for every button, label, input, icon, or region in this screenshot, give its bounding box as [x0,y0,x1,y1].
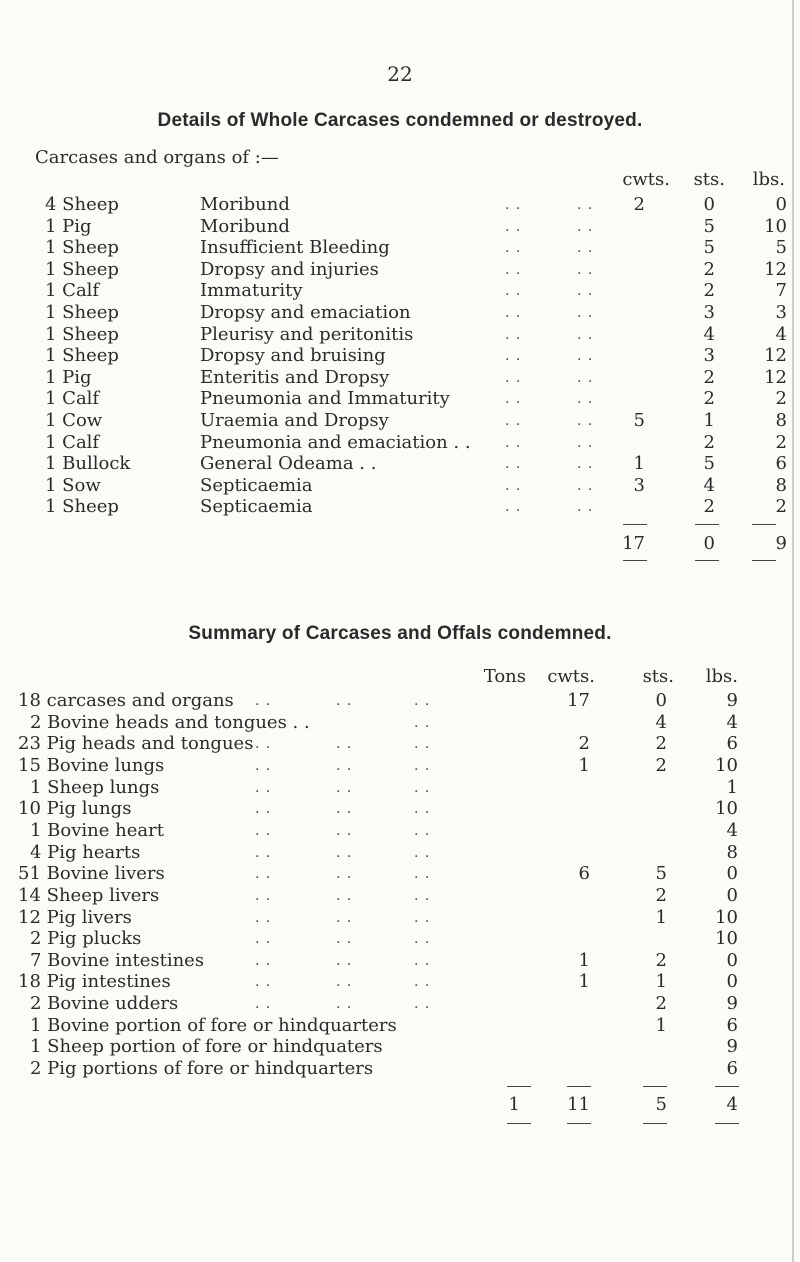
leader-dots: . . [414,866,431,883]
sts-cell: 2 [655,949,667,971]
leader-dots: . . [414,844,431,861]
lbs-cell: 0 [726,949,738,971]
table-row [0,258,800,282]
table-row [0,344,800,368]
lbs-cell: 12 [764,345,787,367]
item-cell: 4 Pig hearts [30,841,141,863]
animal-cell: 1 Calf [45,280,100,302]
leader-dots: . . [577,197,594,213]
leader-dots: . . [255,887,272,904]
header-sts: sts. [642,666,674,687]
animal-cell: 1 Sheep [45,237,119,259]
total-sts: 5 [655,1093,667,1115]
lbs-cell: 8 [775,410,787,431]
leader-dots: . . [336,822,353,839]
sts-cell: 1 [655,971,667,993]
leader-dots: . . [505,326,522,343]
sts-cell: 2 [703,258,715,280]
leader-dots: . . [255,866,272,883]
cwts-cell: 17 [567,690,590,711]
leader-dots: . . [505,434,522,451]
sts-cell: 5 [703,215,715,237]
leader-dots: . . [505,348,522,365]
leader-dots: . . [505,218,522,235]
leader-dots: . . [505,197,522,213]
table-row [0,366,800,390]
leader-dots: . . [414,801,431,818]
leader-dots: . . [577,326,594,343]
cause-cell: Insufficient Bleeding [200,237,390,259]
table1-header-row [0,168,800,192]
total-rule [715,1123,739,1124]
table-row [0,732,800,756]
lbs-cell: 10 [715,754,738,776]
table-row [0,949,800,973]
animal-cell: 4 Sheep [45,194,119,215]
animal-cell: 1 Calf [45,431,100,453]
sts-cell: 2 [655,884,667,906]
animal-cell: 1 Sow [45,474,101,496]
cause-cell: Dropsy and emaciation [200,302,411,323]
table-row [0,1035,800,1059]
table-row [0,495,800,519]
sts-cell: 3 [703,345,715,367]
table-row [0,215,800,239]
leader-dots: . . [577,283,594,300]
totals-row [0,532,800,556]
leader-dots: . . [255,952,272,969]
leader-dots: . . [336,887,353,904]
leader-dots: . . [414,952,431,969]
animal-cell: 1 Pig [45,366,92,388]
cwts-cell: 1 [578,971,590,993]
sts-cell: 2 [655,733,667,755]
animal-cell: 1 Calf [45,388,100,410]
table-row [0,323,800,347]
leader-dots: . . [505,499,522,516]
leader-dots: . . [577,477,594,494]
sts-cell: 2 [703,366,715,388]
item-cell: 10 Pig lungs [18,798,132,820]
lbs-cell: 2 [775,388,787,410]
total-rule [695,524,719,525]
table-row [0,970,800,994]
lbs-cell: 4 [726,711,738,733]
table-row [0,906,800,930]
header-cwts: cwts. [547,666,595,687]
section1-title: Details of Whole Carcases condemned or destroyed. [157,110,643,131]
animal-cell: 1 Sheep [45,323,119,345]
header-lbs: lbs. [705,666,738,687]
leader-dots: . . [577,218,594,235]
sts-cell: 4 [703,323,715,345]
section1-intro: Carcases and organs of :— [35,147,279,168]
cause-cell: Septicaemia [200,496,313,518]
total-rule [752,524,776,525]
sts-cell: 2 [703,280,715,302]
table-row [0,279,800,303]
lbs-cell: 6 [775,453,787,475]
leader-dots: . . [336,931,353,948]
animal-cell: 1 Sheep [45,258,119,280]
sts-cell: 2 [655,993,667,1015]
leader-dots: . . [255,822,272,839]
leader-dots: . . [414,974,431,991]
lbs-cell: 12 [764,258,787,280]
table-row [0,841,800,865]
cause-cell: Pneumonia and Immaturity [200,388,450,410]
leader-dots: . . [414,887,431,904]
lbs-cell: 0 [726,863,738,885]
cause-cell: General Odeama . . [200,453,377,475]
leader-dots: . . [255,909,272,926]
leader-dots: . . [255,693,272,709]
leader-dots: . . [577,434,594,451]
sts-cell: 4 [655,711,667,733]
total-rule [643,1086,667,1087]
lbs-cell: 0 [726,971,738,993]
total-rule [507,1086,531,1087]
leader-dots: . . [414,996,431,1013]
leader-dots: . . [505,413,522,429]
leader-dots: . . [414,714,431,731]
cause-cell: Dropsy and injuries [200,258,379,280]
table-row [0,193,800,217]
leader-dots: . . [577,499,594,516]
leader-dots: . . [255,736,272,753]
cause-cell: Enteritis and Dropsy [200,366,390,388]
leader-dots: . . [505,369,522,386]
leader-dots: . . [414,779,431,796]
table-row [0,754,800,778]
leader-dots: . . [577,305,594,321]
sts-cell: 5 [703,237,715,259]
leader-dots: . . [505,391,522,408]
totals-row [0,1093,800,1117]
table-row [0,689,800,713]
leader-dots: . . [577,413,594,429]
lbs-cell: 0 [775,194,787,215]
lbs-cell: 0 [726,884,738,906]
sts-cell: 1 [703,410,715,431]
total-cwts: 17 [622,533,645,554]
leader-dots: . . [414,757,431,774]
cwts-cell: 5 [633,410,645,431]
leader-dots: . . [336,866,353,883]
leader-dots: . . [336,736,353,753]
leader-dots: . . [414,909,431,926]
total-rule [567,1086,591,1087]
leader-dots: . . [577,369,594,386]
cwts-cell: 1 [578,754,590,776]
leader-dots: . . [255,996,272,1013]
leader-dots: . . [505,456,522,473]
lbs-cell: 4 [726,819,738,841]
cwts-cell: 2 [578,733,590,755]
lbs-cell: 7 [775,280,787,302]
lbs-cell: 3 [775,302,787,323]
sts-cell: 2 [703,431,715,453]
lbs-cell: 10 [715,928,738,950]
leader-dots: . . [255,757,272,774]
cwts-cell: 1 [578,949,590,971]
section2-title: Summary of Carcases and Offals condemned. [188,623,612,644]
leader-dots: . . [505,261,522,278]
cwts-cell: 2 [633,194,645,215]
lbs-cell: 9 [726,690,738,711]
table-row [0,409,800,433]
leader-dots: . . [336,693,353,709]
leader-dots: . . [336,996,353,1013]
cwts-cell: 1 [633,453,645,475]
cause-cell: Dropsy and bruising [200,345,386,367]
leader-dots: . . [577,391,594,408]
item-cell: 18 carcases and organs [18,690,234,711]
lbs-cell: 2 [775,431,787,453]
cause-cell: Moribund [200,194,290,215]
table-row [0,884,800,908]
lbs-cell: 2 [775,496,787,518]
animal-cell: 1 Sheep [45,345,119,367]
total-rule [507,1123,531,1124]
table-row [0,474,800,498]
leader-dots: . . [577,456,594,473]
total-rule [623,524,647,525]
lbs-cell: 9 [726,1036,738,1058]
item-cell: 51 Bovine livers [18,863,165,885]
leader-dots: . . [336,757,353,774]
lbs-cell: 9 [726,993,738,1015]
sts-cell: 2 [703,496,715,518]
lbs-cell: 6 [726,733,738,755]
lbs-cell: 8 [726,841,738,863]
table-row [0,862,800,886]
leader-dots: . . [414,736,431,753]
leader-dots: . . [336,779,353,796]
item-cell: 2 Bovine heads and tongues . . [30,711,310,733]
total-rule [715,1086,739,1087]
leader-dots: . . [505,240,522,257]
table2-header-row [0,665,800,689]
leader-dots: . . [505,477,522,494]
total-lbs: 9 [775,533,787,554]
header-sts: sts. [693,169,725,190]
item-cell: 15 Bovine lungs [18,754,165,776]
leader-dots: . . [336,844,353,861]
lbs-cell: 12 [764,366,787,388]
table-row [0,387,800,411]
table-row [0,992,800,1016]
item-cell: 1 Bovine heart [30,819,164,841]
animal-cell: 1 Pig [45,215,92,237]
table-row [0,236,800,260]
total-rule [752,560,776,561]
item-cell: 14 Sheep livers [18,884,160,906]
leader-dots: . . [255,931,272,948]
total-cwts: 11 [567,1093,590,1115]
item-cell: 2 Pig portions of fore or hindquarters [30,1058,374,1080]
leader-dots: . . [414,931,431,948]
item-cell: 2 Pig plucks [30,928,142,950]
lbs-cell: 10 [715,798,738,820]
sts-cell: 5 [703,453,715,475]
header-lbs: lbs. [752,169,785,190]
lbs-cell: 10 [715,906,738,928]
leader-dots: . . [336,801,353,818]
table-row [0,927,800,951]
header-cwts: cwts. [622,169,670,190]
cause-cell: Uraemia and Dropsy [200,410,389,431]
total-lbs: 4 [726,1093,738,1115]
lbs-cell: 8 [775,474,787,496]
leader-dots: . . [255,974,272,991]
item-cell: 1 Bovine portion of fore or hindquarters [30,1014,397,1036]
table-row [0,431,800,455]
sts-cell: 1 [655,906,667,928]
leader-dots: . . [505,305,522,321]
animal-cell: 1 Sheep [45,496,119,518]
animal-cell: 1 Sheep [45,302,119,323]
lbs-cell: 10 [764,215,787,237]
leader-dots: . . [255,779,272,796]
sts-cell: 2 [703,388,715,410]
cwts-cell: 6 [578,863,590,885]
lbs-cell: 4 [775,323,787,345]
item-cell: 7 Bovine intestines [30,949,205,971]
table-row [0,776,800,800]
lbs-cell: 6 [726,1014,738,1036]
page-number: 22 [387,62,413,86]
table-row [0,1014,800,1038]
leader-dots: . . [414,822,431,839]
item-cell: 1 Sheep lungs [30,776,160,798]
sts-cell: 2 [655,754,667,776]
total-tons: 1 [508,1093,520,1115]
item-cell: 12 Pig livers [18,906,132,928]
item-cell: 2 Bovine udders [30,993,179,1015]
sts-cell: 4 [703,474,715,496]
leader-dots: . . [577,348,594,365]
leader-dots: . . [414,693,431,709]
table-row [0,301,800,325]
cause-cell: Pneumonia and emaciation . . [200,431,471,453]
leader-dots: . . [505,283,522,300]
animal-cell: 1 Bullock [45,453,131,475]
table-row [0,711,800,735]
item-cell: 23 Pig heads and tongues [18,733,254,755]
lbs-cell: 5 [775,237,787,259]
leader-dots: . . [255,801,272,818]
cause-cell: Immaturity [200,280,303,302]
item-cell: 18 Pig intestines [18,971,171,993]
leader-dots: . . [577,240,594,257]
animal-cell: 1 Cow [45,410,103,431]
lbs-cell: 1 [726,776,738,798]
sts-cell: 0 [703,194,715,215]
cause-cell: Moribund [200,215,290,237]
table-row [0,452,800,476]
cwts-cell: 3 [633,474,645,496]
sts-cell: 1 [655,1014,667,1036]
sts-cell: 0 [655,690,667,711]
table-row [0,1057,800,1081]
total-sts: 0 [703,533,715,554]
header-tons: Tons [483,666,526,687]
sts-cell: 5 [655,863,667,885]
leader-dots: . . [336,909,353,926]
table-row [0,819,800,843]
total-rule [643,1123,667,1124]
cause-cell: Pleurisy and peritonitis [200,323,414,345]
total-rule [623,560,647,561]
total-rule [567,1123,591,1124]
item-cell: 1 Sheep portion of fore or hindquaters [30,1036,383,1058]
table-row [0,797,800,821]
lbs-cell: 6 [726,1058,738,1080]
leader-dots: . . [255,844,272,861]
leader-dots: . . [336,952,353,969]
cause-cell: Septicaemia [200,474,313,496]
total-rule [695,560,719,561]
sts-cell: 3 [703,302,715,323]
leader-dots: . . [336,974,353,991]
leader-dots: . . [577,261,594,278]
